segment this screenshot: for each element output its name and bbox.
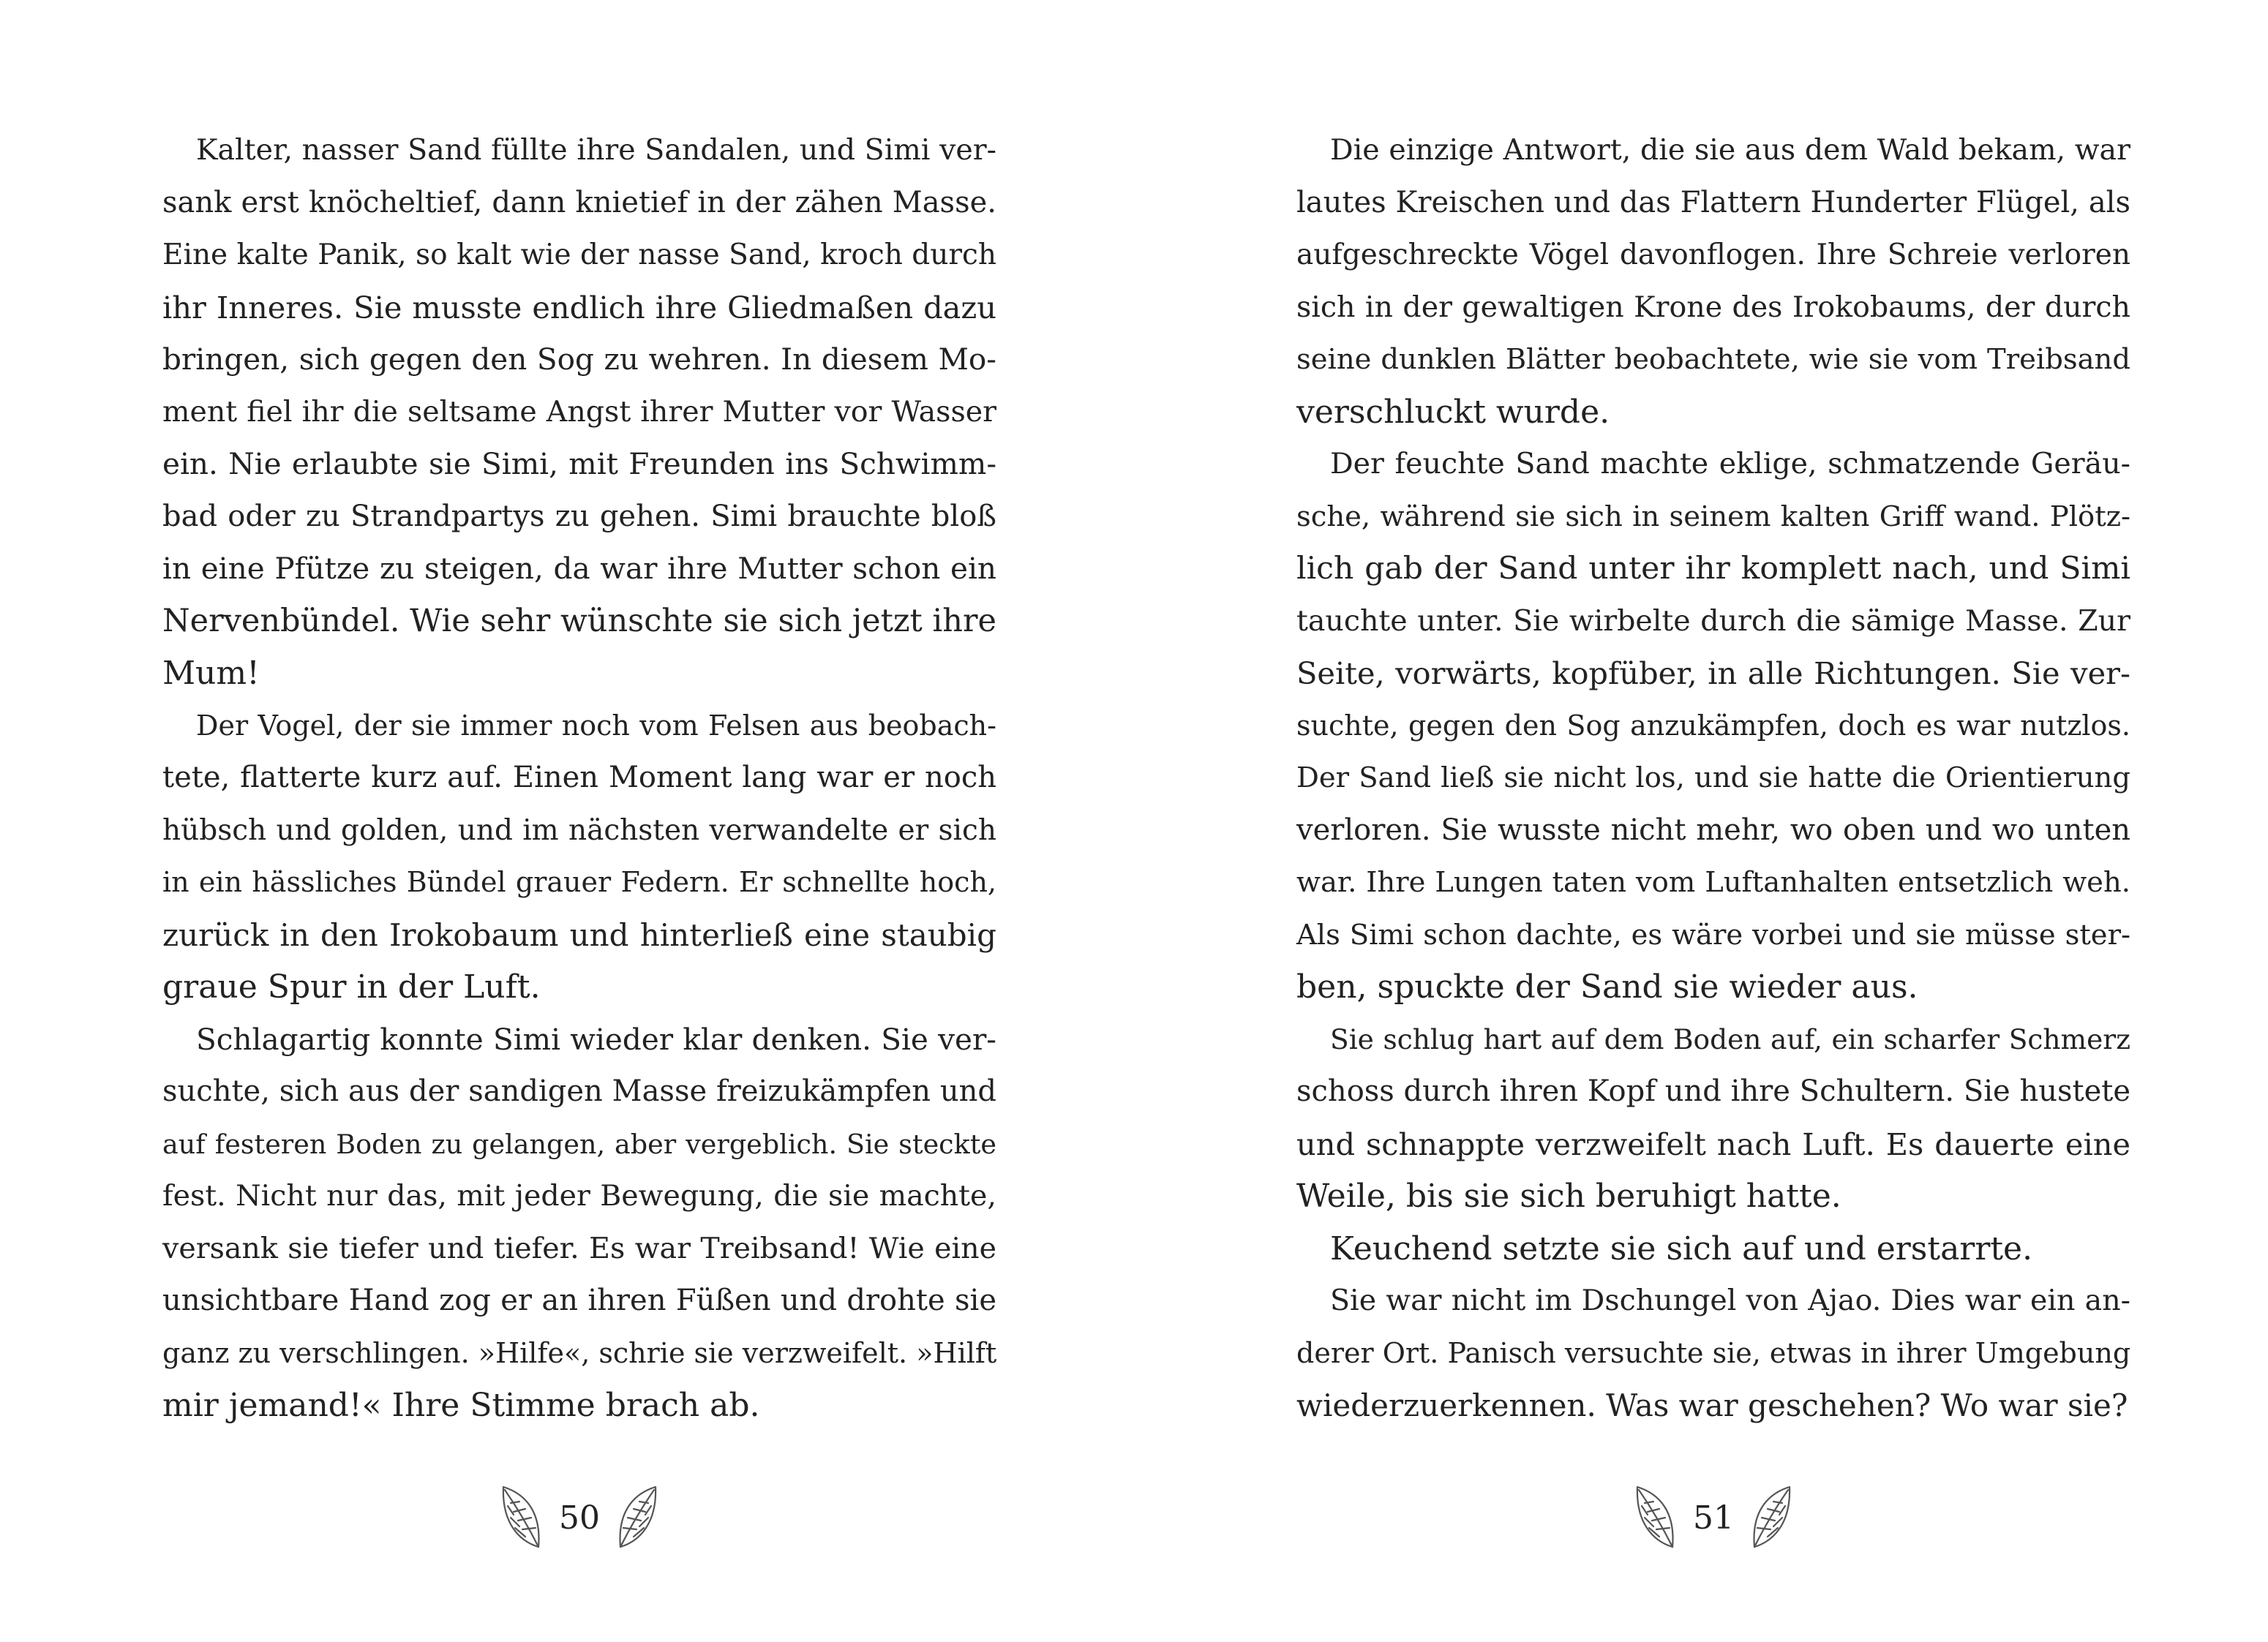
- text-line: fest. Nicht nur das, mit jeder Bewegung, die sie machte,: [162, 1179, 996, 1213]
- text-line: Kalter, nasser Sand füllte ihre Sandalen, und Simi ver-: [196, 133, 996, 167]
- text-line: mir jemand!« Ihre Stimme brach ab.: [162, 1387, 760, 1424]
- text-line: Sie schlug hart auf dem Boden auf, ein scharfer Schmerz: [1330, 1023, 2130, 1055]
- text-line: Seite, vorwärts, kopfüber, in alle Richtungen. Sie ver-: [1296, 655, 2130, 691]
- text-line: Schlagartig konnte Simi wieder klar denken. Sie ver-: [196, 1021, 996, 1057]
- leaf-icon: [1749, 1484, 1795, 1551]
- right-page-footer: [1134, 1481, 2268, 1554]
- text-line: Keuchend setzte sie sich auf und erstarrte.: [1330, 1229, 2033, 1268]
- left-page-footer: [0, 1481, 1134, 1554]
- text-line: lich gab der Sand unter ihr komplett nach, und Simi: [1296, 551, 2130, 587]
- text-line: graue Spur in der Luft.: [162, 968, 541, 1006]
- leaf-icon: [497, 1484, 544, 1551]
- text-line: lautes Kreischen und das Flattern Hunderter Flügel, als: [1296, 185, 2130, 219]
- text-line: in ein hässliches Bündel grauer Federn. Er schnellte hoch,: [162, 866, 996, 898]
- text-line: verschluckt wurde.: [1296, 393, 1610, 431]
- text-line: Der feuchte Sand machte eklige, schmatzende Geräu-: [1330, 447, 2130, 481]
- text-line: auf festeren Boden zu gelangen, aber vergeblich. Sie steckte: [162, 1128, 996, 1160]
- text-line: hübsch und golden, und im nächsten verwandelte er sich: [162, 813, 996, 847]
- text-line: schoss durch ihren Kopf und ihre Schultern. Sie hustete: [1296, 1074, 2130, 1108]
- text-line: ein. Nie erlaubte sie Simi, mit Freunden ins Schwimm-: [162, 446, 996, 481]
- text-line: sich in der gewaltigen Krone des Irokobaums, der durch: [1296, 290, 2130, 324]
- page-number: 50: [559, 1499, 600, 1537]
- text-line: Der Vogel, der sie immer noch vom Felsen aus beobach-: [196, 709, 996, 742]
- text-line: zurück in den Irokobaum und hinterließ eine staubig: [162, 916, 996, 953]
- text-line: verloren. Sie wusste nicht mehr, wo oben und wo unten: [1296, 813, 2130, 847]
- right-page-text: [1296, 124, 2130, 1432]
- text-line: sank erst knöcheltief, dann knietief in der zähen Masse.: [162, 185, 996, 219]
- text-line: in eine Pfütze zu steigen, da war ihre Mutter schon ein: [162, 551, 996, 586]
- text-line: ihr Inneres. Sie musste endlich ihre Gliedmaßen dazu: [162, 289, 996, 325]
- text-line: Als Simi schon dachte, es wäre vorbei und sie müsse ster-: [1296, 918, 2130, 952]
- text-line: versank sie tiefer und tiefer. Es war Treibsand! Wie eine: [162, 1231, 996, 1265]
- text-line: und schnappte verzweifelt nach Luft. Es dauerte eine: [1296, 1126, 2130, 1162]
- text-line: seine dunklen Blätter beobachtete, wie sie vom Treibsand: [1296, 343, 2130, 376]
- leaf-icon: [1631, 1484, 1678, 1551]
- text-line: aufgeschreckte Vögel davonflogen. Ihre Schreie verloren: [1296, 238, 2130, 271]
- text-line: bad oder zu Strandpartys zu gehen. Simi brauchte bloß: [162, 499, 996, 533]
- text-line: ment fiel ihr die seltsame Angst ihrer Mutter vor Wasser: [162, 394, 996, 429]
- text-line: wiederzuerkennen. Was war geschehen? Wo war sie?: [1296, 1387, 2128, 1423]
- text-line: ganz zu verschlingen. »Hilfe«, schrie sie verzweifelt. »Hilft: [162, 1336, 997, 1369]
- text-line: derer Ort. Panisch versuchte sie, etwas in ihrer Umgebung: [1296, 1336, 2131, 1369]
- text-line: war. Ihre Lungen taten vom Luftanhalten entsetzlich weh.: [1296, 866, 2130, 899]
- text-line: suchte, gegen den Sog anzukämpfen, doch es war nutzlos.: [1296, 709, 2130, 742]
- text-line: Der Sand ließ sie nicht los, und sie hatte die Orientierung: [1296, 761, 2130, 794]
- text-line: unsichtbare Hand zog er an ihren Füßen und drohte sie: [162, 1284, 996, 1317]
- text-line: tete, flatterte kurz auf. Einen Moment lang war er noch: [162, 761, 996, 794]
- text-line: Eine kalte Panik, so kalt wie der nasse Sand, kroch durch: [162, 238, 996, 271]
- text-line: tauchte unter. Sie wirbelte durch die sämige Masse. Zur: [1296, 603, 2130, 638]
- leaf-icon: [615, 1484, 661, 1551]
- text-line: sche, während sie sich in seinem kalten Griff wand. Plötz-: [1296, 500, 2130, 533]
- text-line: Sie war nicht im Dschungel von Ajao. Dies war ein an-: [1330, 1284, 2130, 1317]
- text-line: Mum!: [162, 655, 260, 692]
- text-line: Weile, bis sie sich beruhigt hatte.: [1296, 1178, 1841, 1215]
- page-number: 51: [1693, 1499, 1734, 1537]
- left-page-text: [162, 124, 996, 1432]
- text-line: bringen, sich gegen den Sog zu wehren. In diesem Mo-: [162, 342, 996, 377]
- text-line: ben, spuckte der Sand sie wieder aus.: [1296, 968, 1918, 1006]
- text-line: Die einzige Antwort, die sie aus dem Wald bekam, war: [1330, 133, 2130, 167]
- right-page: [1134, 0, 2268, 1642]
- text-line: suchte, sich aus der sandigen Masse freizukämpfen und: [162, 1074, 996, 1108]
- text-line: Nervenbündel. Wie sehr wünschte sie sich jetzt ihre: [162, 602, 996, 639]
